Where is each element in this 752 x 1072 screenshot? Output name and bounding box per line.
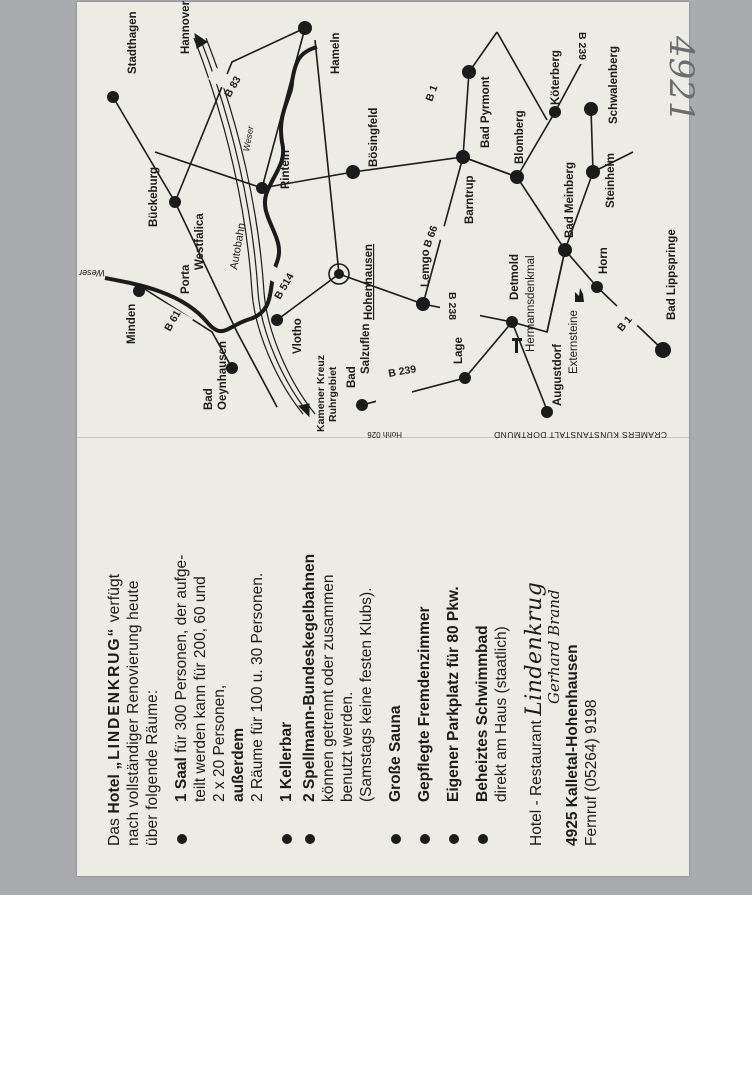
label-hermannsdenkmal: Hermannsdenkmal bbox=[525, 255, 537, 352]
label-rinteln: Rinteln bbox=[280, 150, 292, 189]
feature-kegelbahnen-line-2: benutzt werden. bbox=[339, 691, 356, 802]
label-stadthagen: Stadthagen bbox=[127, 11, 139, 74]
feature-saal-title: 1 Saal bbox=[173, 757, 190, 802]
signature-address: 4925 Kalletal-Hohenhausen bbox=[564, 644, 581, 846]
feature-kegelbahnen bbox=[300, 440, 376, 846]
handwritten-note bbox=[612, 28, 701, 158]
city-dots bbox=[107, 21, 671, 418]
label-blomberg: Blomberg bbox=[514, 110, 526, 164]
feature-zimmer-title: Gepflegte Fremdenzimmer bbox=[416, 606, 433, 802]
feature-kegelbahnen-line-3: (Samstags keine festen Klubs). bbox=[358, 587, 375, 802]
bullet-icon bbox=[449, 834, 459, 844]
bullet-icon bbox=[282, 834, 292, 844]
intro-word: Das bbox=[106, 817, 123, 846]
feature-parkplatz-title: Eigener Parkplatz für 80 Pkw. bbox=[445, 586, 462, 802]
feature-saal-line-3: 2 x 20 Personen, bbox=[211, 684, 228, 802]
label-lage: Lage bbox=[453, 337, 465, 364]
label-b1-b: B 1 bbox=[615, 313, 635, 334]
intro-line-3: über folgende Räume: bbox=[144, 689, 161, 846]
route-map bbox=[77, 2, 689, 438]
bullet-icon bbox=[305, 834, 315, 844]
label-westfalica: Westfalica bbox=[194, 213, 206, 270]
feature-sauna-title: Große Sauna bbox=[387, 705, 404, 802]
label-b61: B 61 bbox=[162, 308, 184, 334]
label-bueckeburg: Bückeburg bbox=[148, 166, 160, 227]
label-b66: B 66 bbox=[421, 224, 441, 250]
text-panel bbox=[77, 440, 689, 876]
label-boesingfeld: Bösingfeld bbox=[368, 107, 380, 167]
signature-phone: Fernruf (05264) 9198 bbox=[583, 699, 600, 846]
feature-parkplatz bbox=[444, 440, 463, 846]
label-bad-oeynhausen-1: Bad bbox=[203, 388, 215, 410]
label-externsteine: Externsteine bbox=[568, 310, 580, 374]
label-vlotho: Vlotho bbox=[292, 318, 304, 354]
signature-name: Lindenkrug bbox=[522, 581, 547, 716]
label-porta: Porta bbox=[180, 264, 192, 294]
bullet-icon bbox=[420, 834, 430, 844]
label-kamener-kreuz: Kamener Kreuz bbox=[315, 354, 327, 432]
intro-line-2: nach vollständiger Renovierung heute bbox=[125, 580, 142, 846]
feature-saal-line-4: außerdem bbox=[230, 727, 247, 802]
signature-owner: Gerhard Brand bbox=[545, 589, 563, 704]
label-barntrup: Barntrup bbox=[464, 175, 476, 224]
bullet-icon bbox=[391, 834, 401, 844]
label-steinheim: Steinheim bbox=[605, 153, 617, 208]
label-autobahn: Autobahn bbox=[228, 222, 249, 271]
feature-saal bbox=[172, 440, 267, 846]
intro-verb: verfügt bbox=[106, 573, 123, 623]
label-schwalenberg: Schwalenberg bbox=[608, 46, 620, 124]
feature-schwimmbad bbox=[473, 440, 511, 846]
label-hohenhausen: Hohenhausen bbox=[363, 243, 375, 320]
printer-credit: CRAMERS KUNSTANSTALT DORTMUND bbox=[493, 430, 667, 440]
bullet-icon bbox=[478, 834, 488, 844]
feature-kellerbar-title: 1 Kellerbar bbox=[278, 721, 295, 802]
intro bbox=[105, 440, 162, 846]
label-bad-lippspringe: Bad Lippspringe bbox=[666, 229, 678, 320]
label-minden: Minden bbox=[126, 303, 138, 344]
feature-saal-line-2: teilt werden kann für 200, 60 und bbox=[192, 576, 209, 802]
label-hannover: Hannover bbox=[180, 0, 192, 54]
feature-kegelbahnen-line-1: können getrennt oder zusammen bbox=[320, 574, 337, 802]
printer-code: Hohh 026 bbox=[367, 430, 402, 439]
handwritten-number: 4921 bbox=[661, 36, 701, 123]
label-bad-pyrmont: Bad Pyrmont bbox=[480, 76, 492, 148]
label-b514: B 514 bbox=[272, 271, 297, 302]
feature-kegelbahnen-title: 2 Spellmann-Bundeskegelbahnen bbox=[301, 553, 318, 802]
intro-hotel: Hotel bbox=[106, 774, 123, 814]
feature-saal-line-5: 2 Räume für 100 u. 30 Personen. bbox=[249, 572, 266, 802]
feature-zimmer bbox=[415, 440, 434, 846]
feature-schwimmbad-line-1: direkt am Haus (staatlich) bbox=[493, 626, 510, 802]
autobahn-road bbox=[194, 34, 315, 416]
signature-label: Hotel - Restaurant bbox=[528, 720, 545, 846]
label-bad-oeynhausen-2: Oeynhausen bbox=[217, 340, 229, 410]
label-b83: B 83 bbox=[222, 74, 244, 100]
feature-kellerbar bbox=[277, 440, 296, 846]
label-b239-b: B 239 bbox=[576, 32, 588, 61]
label-b238: B 238 bbox=[446, 292, 458, 321]
label-augustdorf: Augustdorf bbox=[552, 344, 564, 406]
hotel-name: „LINDENKRUG“ bbox=[106, 626, 123, 770]
label-bad-salzuflen-2: Salzuflen bbox=[360, 323, 372, 374]
label-weser-a: Weser bbox=[79, 268, 105, 278]
signature-block bbox=[522, 440, 601, 846]
label-b1-a: B 1 bbox=[423, 83, 441, 104]
label-weser-b: Weser bbox=[241, 125, 256, 153]
label-horn: Horn bbox=[598, 247, 610, 274]
label-hameln: Hameln bbox=[330, 32, 342, 74]
label-detmold: Detmold bbox=[509, 254, 521, 300]
label-bad-salzuflen-1: Bad bbox=[346, 366, 358, 388]
feature-saal-text: für 300 Personen, der aufge- bbox=[173, 554, 190, 753]
label-b239-a: B 239 bbox=[387, 363, 418, 380]
label-koeterberg: Köterberg bbox=[550, 50, 562, 105]
label-lemgo: Lemgo bbox=[420, 249, 432, 287]
label-ruhrgebiet: Ruhrgebiet bbox=[327, 366, 339, 422]
feature-sauna bbox=[386, 440, 405, 846]
label-bad-meinberg: Bad Meinberg bbox=[564, 161, 576, 238]
bullet-icon bbox=[177, 834, 187, 844]
feature-schwimmbad-title: Beheiztes Schwimmbad bbox=[474, 625, 491, 802]
